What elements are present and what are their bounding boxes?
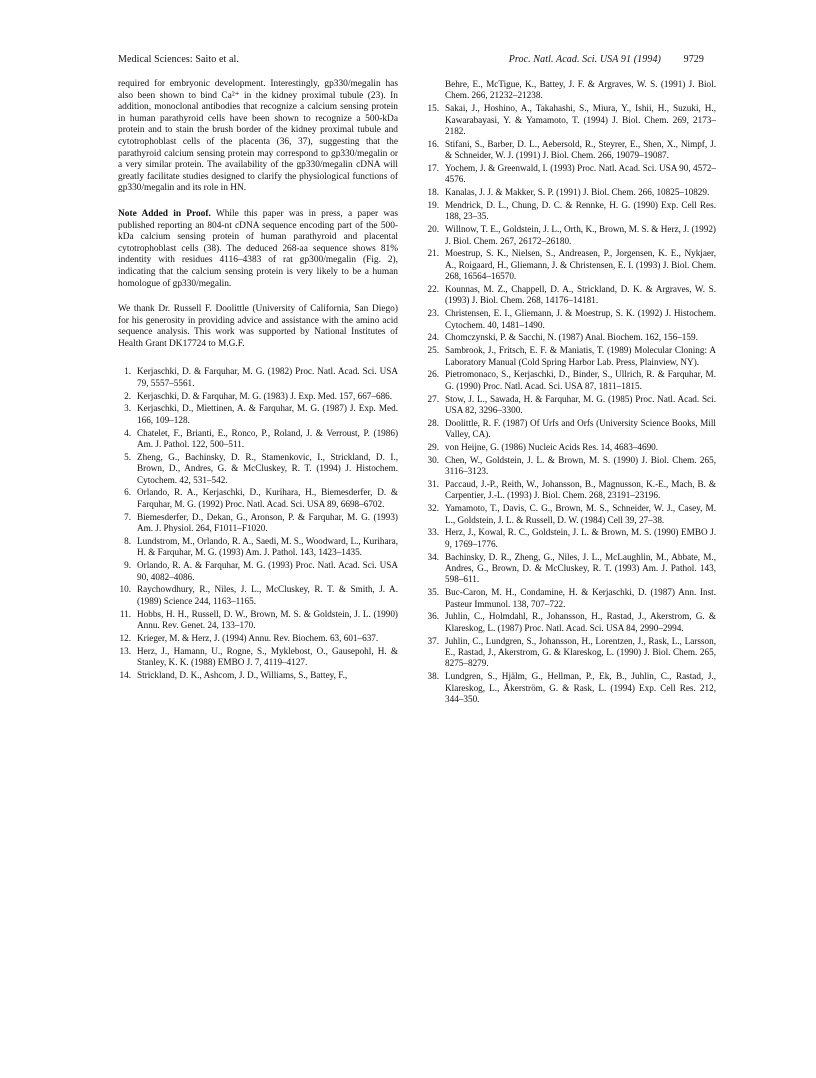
reference-text: Kerjaschki, D. & Farquhar, M. G. (1982) Proc. Natl. Acad. Sci. USA 79, 5557–5561. (137, 366, 398, 388)
reference-text: Doolittle, R. F. (1987) Of Urfs and Orfs (University Science Books, Mill Valley, CA). (445, 417, 716, 440)
reference-item (426, 527, 716, 550)
reference-number: 14 . (118, 670, 131, 681)
header-section-authors: Medical Sciences: Saito et al. (118, 54, 240, 65)
reference-number: 1 . (118, 366, 131, 377)
reference-number: 7 . (118, 512, 131, 523)
reference-number: 3 . (118, 403, 131, 414)
reference-text: Kerjaschki, D. & Farquhar, M. G. (1983) J. Exp. Med. 157, 667–686. (137, 390, 393, 401)
left-column (118, 79, 398, 683)
reference-item (118, 646, 398, 669)
reference-item (426, 200, 716, 223)
reference-item (426, 455, 716, 478)
reference-number: 26 . (426, 369, 439, 380)
reference-item (426, 442, 716, 453)
reference-text: Hobbs, H. H., Russell, D. W., Brown, M. S. & Goldstein, J. L. (1990) Annu. Rev. Genet. 24, 133–170. (137, 608, 398, 630)
reference-number: 19 . (426, 200, 439, 211)
reference-text: Kerjaschki, D., Miettinen, A. & Farquhar, M. G. (1987) J. Exp. Med. 166, 109–128. (137, 403, 398, 425)
reference-text: Chomczynski, P. & Sacchi, N. (1987) Anal. Biochem. 162, 156–159. (445, 332, 698, 343)
reference-text: Sakai, J., Hoshino, A., Takahashi, S., Miura, Y., Ishii, H., Suzuki, H., Kawarabayasi, Y. & Yamamoto, T. (1994) J. Biol. Chem. 269, 2173–2182. (445, 103, 716, 137)
reference-number: 28 . (426, 418, 439, 429)
reference-number: 22 . (426, 284, 439, 295)
reference-item (426, 552, 716, 586)
reference-text: Zheng, G., Bachinsky, D. R., Stamenkovic, I., Strickland, D. I., Brown, D., Andres, G. & McCluskey, R. T. (1994) J. Histochem. Cytochem. 42, 531–542. (137, 451, 398, 485)
reference-item (426, 224, 716, 247)
note-added-in-proof (118, 209, 398, 290)
reference-number: 38 . (426, 671, 439, 682)
reference-text: Strickland, D. K., Ashcom, J. D., Williams, S., Battey, F., (137, 669, 348, 680)
acknowledgment: We thank Dr. Russell F. Doolittle (University of California, San Diego) for his generosity in providing advice and assistance with the amino acid sequence analysis. This work was supported by National Institutes of Health Grant DK17724 to M.G.F. (118, 304, 398, 349)
reference-number: 17 . (426, 163, 439, 174)
reference-item (426, 248, 716, 282)
reference-number: 25 . (426, 345, 439, 356)
reference-text: Christensen, E. I., Gliemann, J. & Moestrup, S. K. (1992) J. Histochem. Cytochem. 40, 1481–1490. (445, 308, 716, 330)
page-number: 9729 (683, 54, 704, 65)
reference-text: Mendrick, D. L., Chung, D. C. & Rennke, H. G. (1990) Exp. Cell Res. 188, 23–35. (445, 200, 716, 222)
reference-number: 35 . (426, 587, 439, 598)
reference-text: Biemesderfer, D., Dekan, G., Aronson, P. & Farquhar, M. G. (1993) Am. J. Physiol. 264, F1011–F1020. (137, 511, 398, 534)
reference-item (118, 609, 398, 632)
reference-item (426, 345, 716, 368)
reference-text: Juhlin, C., Lundgren, S., Johansson, H., Lorentzen, J., Rask, L., Larsson, E., Rastad, J., Akerstrom, G. & Klareskog, L. (1990) J. Biol. Chem. 265, 8275–8279. (445, 635, 716, 669)
reference-item (118, 487, 398, 510)
reference-text: Kounnas, M. Z., Chappell, D. A., Strickland, D. K. & Argraves, W. S. (1993) J. Biol. Chem. 268, 14176–14181. (445, 284, 716, 306)
reference-item (118, 403, 398, 426)
reference-item (426, 418, 716, 441)
reference-item (118, 428, 398, 451)
reference-number: 24 . (426, 332, 439, 343)
reference-text: Yochem, J. & Greenwald, I. (1993) Proc. Natl. Acad. Sci. USA 90, 4572–4576. (445, 163, 716, 185)
body-paragraph: required for embryonic development. Interestingly, gp330/megalin has also been shown to bind Ca²⁺ in the kidney proximal tubule (23). In addition, monoclonal antibodies that recognize a calcium sensing protein in human parathyroid cells have been shown to recognize a 500-kDa protein and to stain the brush border of the kidney proximal tubule and cytotrophoblast cells of the placenta (36, 37), suggesting that the parathyroid calcium sensing protein may correspond to gp330/megalin or a very similar protein. The availability of the gp330/megalin cDNA will greatly facilitate studies designed to clarify the physiological functions of gp330/megalin and its role in HN. (118, 79, 398, 194)
reference-item (118, 512, 398, 535)
reference-text: Lundstrom, M., Orlando, R. A., Saedi, M. S., Woodward, L., Kurihara, H. & Farquhar, M. G. (1993) Am. J. Pathol. 143, 1423–1435. (137, 535, 398, 558)
reference-text: Stifani, S., Barber, D. L., Aebersold, R., Steyrer, E., Shen, X., Nimpf, J. & Schneider, W. J. (1991) J. Biol. Chem. 266, 19079–19087. (445, 138, 716, 161)
right-column (426, 79, 716, 707)
reference-number: 29 . (426, 442, 439, 453)
reference-item (118, 670, 398, 681)
reference-number: 33 . (426, 527, 439, 538)
running-header (118, 54, 704, 70)
reference-item (426, 479, 716, 502)
reference-text: Krieger, M. & Herz, J. (1994) Annu. Rev. Biochem. 63, 601–637. (137, 632, 379, 643)
reference-text: Herz, J., Hamann, U., Rogne, S., Myklebost, O., Gausepohl, H. & Stanley, K. K. (1988) EMBO J. 7, 4119–4127. (137, 645, 398, 667)
reference-number: 18 . (426, 187, 439, 198)
reference-text: Bachinsky, D. R., Zheng, G., Niles, J. L., McLaughlin, M., Abbate, M., Andres, G., Brown, D. & McCluskey, R. T. (1993) Am. J. Pathol. 143, 598–611. (445, 551, 716, 585)
reference-item (426, 587, 716, 610)
reference-text: Chen, W., Goldstein, J. L. & Brown, M. S. (1990) J. Biol. Chem. 265, 3116–3123. (445, 454, 716, 477)
reference-item (118, 391, 398, 402)
reference-text: Herz, J., Kowal, R. C., Goldstein, J. L. & Brown, M. S. (1990) EMBO J. 9, 1769–1776. (445, 527, 716, 549)
reference-text: Behre, E., McTigue, K., Battey, J. F. & Argraves, W. S. (1991) J. Biol. Chem. 266, 21232–21238. (445, 79, 716, 101)
reference-text: Yamamoto, T., Davis, C. G., Brown, M. S., Schneider, W. J., Casey, M. L., Goldstein, J. L. & Russell, D. W. (1984) Cell 39, 27–38. (445, 503, 716, 525)
reference-number: 15 . (426, 103, 439, 114)
reference-text: Willnow, T. E., Goldstein, J. L., Orth, K., Brown, M. S. & Herz, J. (1992) J. Biol. Chem. 267, 26172–26180. (445, 224, 716, 246)
reference-text: Sambrook, J., Fritsch, E. F. & Maniatis, T. (1989) Molecular Cloning: A Laboratory Manual (Cold Spring Harbor Lab. Press, Plainview, NY). (445, 345, 716, 367)
reference-item (426, 394, 716, 417)
reference-item (118, 452, 398, 486)
reference-number: 13 . (118, 646, 131, 657)
reference-number: 16 . (426, 139, 439, 150)
reference-text: von Heijne, G. (1986) Nucleic Acids Res. 14, 4683–4690. (445, 442, 659, 453)
reference-list-left (118, 366, 398, 681)
reference-number: 10 . (118, 584, 131, 595)
reference-item (426, 163, 716, 186)
reference-item (118, 366, 398, 389)
reference-number: 37 . (426, 636, 439, 647)
reference-number: 11 . (118, 609, 131, 620)
reference-item (426, 332, 716, 343)
reference-number: 36 . (426, 611, 439, 622)
reference-item (426, 671, 716, 705)
reference-text: Pietromonaco, S., Kerjaschki, D., Binder, S., Ullrich, R. & Farquhar, M. G. (1990) Proc. Natl. Acad. Sci. USA 87, 1811–1815. (445, 369, 716, 391)
reference-text: Orlando, R. A. & Farquhar, M. G. (1993) Proc. Natl. Acad. Sci. USA 90, 4082–4086. (137, 560, 398, 582)
reference-item (426, 187, 716, 198)
reference-item (118, 633, 398, 644)
reference-number: 4 . (118, 428, 131, 439)
reference-number: 34 . (426, 552, 439, 563)
reference-text: Paccaud, J.-P., Reith, W., Johansson, B., Magnusson, K.-E., Mach, B. & Carpentier, J.-L. (1993) J. Biol. Chem. 268, 23191–23196. (445, 479, 716, 501)
reference-number: 12 . (118, 633, 131, 644)
reference-number: 31 . (426, 479, 439, 490)
reference-number: 23 . (426, 308, 439, 319)
reference-number: 20 . (426, 224, 439, 235)
reference-number: 2 . (118, 391, 131, 402)
reference-item (426, 503, 716, 526)
reference-item (118, 536, 398, 559)
reference-text: Stow, J. L., Sawada, H. & Farquhar, M. G. (1985) Proc. Natl. Acad. Sci. USA 82, 3296–3300. (445, 393, 716, 416)
reference-text: Raychowdhury, R., Niles, J. L., McCluskey, R. T. & Smith, J. A. (1989) Science 244, 1163–1165. (137, 584, 398, 606)
note-label: Note Added in Proof. (118, 208, 211, 219)
reference-number: 8 . (118, 536, 131, 547)
reference-number: 9 . (118, 560, 131, 571)
reference-number: 21 . (426, 248, 439, 259)
reference-text: Moestrup, S. K., Nielsen, S., Andreasen, P., Jorgensen, K. E., Nykjaer, A., Roigaard, H., Gliemann, J. & Christensen, E. I. (1993) J. Biol. Chem. 268, 16564–16570. (445, 248, 716, 282)
reference-item (426, 103, 716, 137)
reference-text: Juhlin, C., Holmdahl, R., Johansson, H., Rastad, J., Akerstrom, G. & Klareskog, L. (1987) Proc. Natl. Acad. Sci. USA 84, 2990–2994. (445, 611, 716, 633)
reference-item (426, 636, 716, 670)
reference-number: 32 . (426, 503, 439, 514)
reference-list-right (426, 79, 716, 706)
reference-item (426, 139, 716, 162)
header-journal-page (509, 54, 704, 65)
reference-item (426, 369, 716, 392)
reference-item (426, 79, 716, 102)
reference-item (426, 284, 716, 307)
reference-item (426, 308, 716, 331)
reference-number: 5 . (118, 452, 131, 463)
reference-number: 27 . (426, 394, 439, 405)
reference-text: Buc-Caron, M. H., Condamine, H. & Kerjaschki, D. (1987) Ann. Inst. Pasteur Immunol. 138, 707–722. (445, 587, 716, 609)
reference-number: 30 . (426, 455, 439, 466)
note-text: While this paper was in press, a paper was published reporting an 804-nt cDNA sequence encoding part of the 500-kDa calcium sensing protein of human parathyroid and placental cytotrophoblast cells (38). The deduced 268-aa sequence shows 81% indentity with residues 4116–4383 of rat gp300/megalin (Fig. 2), indicating that the calcium sensing protein is very likely to be a human homologue of gp330/megalin. (118, 208, 398, 289)
reference-item (118, 560, 398, 583)
reference-item (118, 584, 398, 607)
reference-text: Lundgren, S., Hjälm, G., Hellman, P., Ek, B., Juhlin, C., Rastad, J., Klareskog, L., Åkerström, G. & Rask, L. (1994) Exp. Cell Res. 212, 344–350. (445, 671, 716, 705)
reference-text: Kanalas, J. J. & Makker, S. P. (1991) J. Biol. Chem. 266, 10825–10829. (445, 187, 710, 198)
reference-item (426, 611, 716, 634)
header-journal-citation: Proc. Natl. Acad. Sci. USA 91 (1994) (508, 54, 661, 65)
reference-text: Orlando, R. A., Kerjaschki, D., Kurihara, H., Biemesderfer, D. & Farquhar, M. G. (1992) Proc. Natl. Acad. Sci. USA 89, 6698–6702. (137, 487, 398, 509)
reference-number: 6 . (118, 487, 131, 498)
reference-text: Chatelet, F., Brianti, E., Ronco, P., Roland, J. & Verroust, P. (1986) Am. J. Pathol. 122, 500–511. (137, 427, 398, 450)
